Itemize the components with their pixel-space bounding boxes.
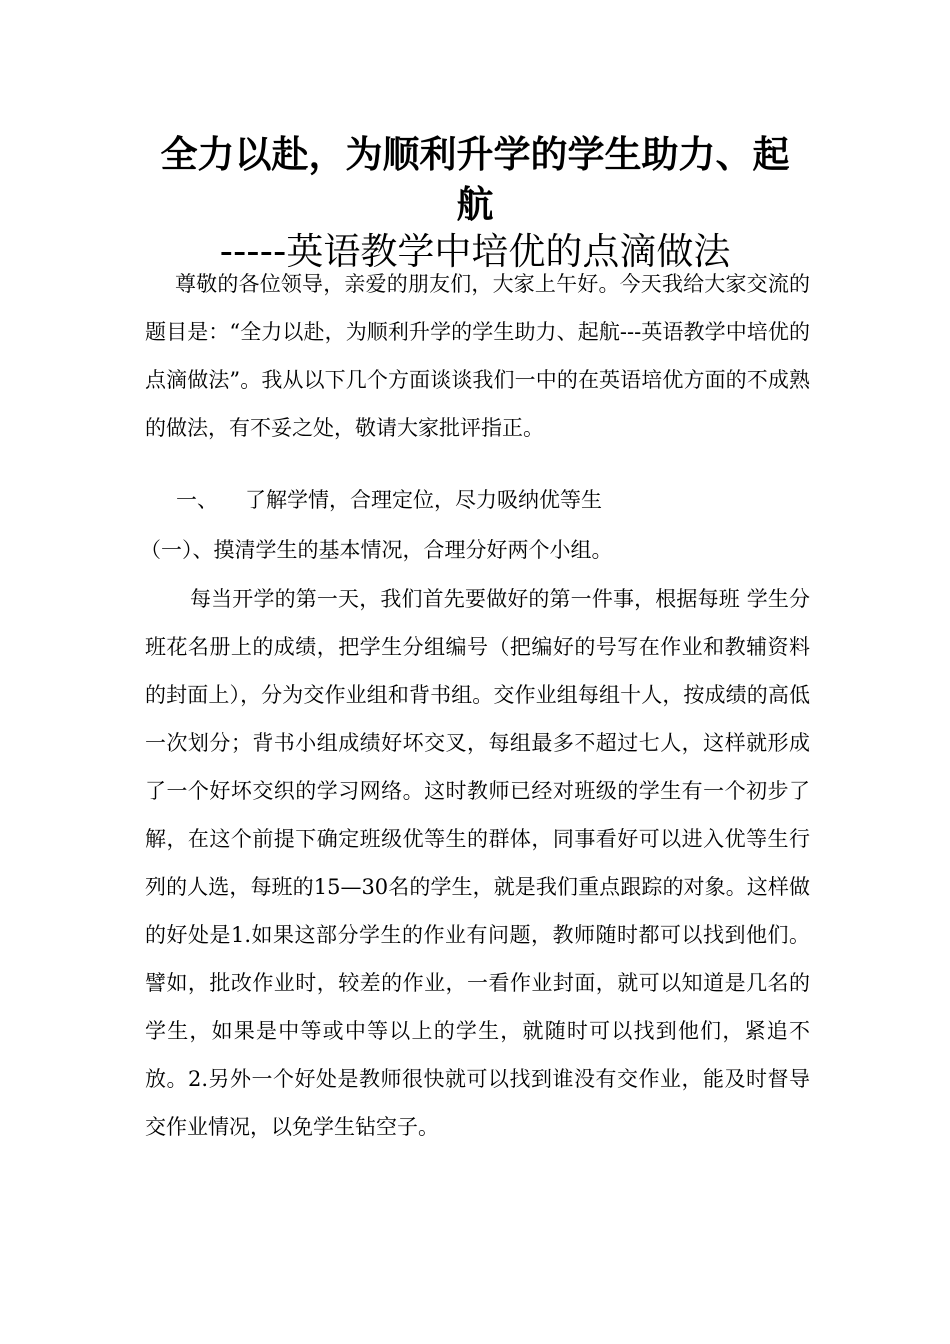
body-paragraph-1: 每当开学的第一天，我们首先要做好的第一件事，根据每班 学生分班花名册上的成绩，把学生分组编号（把编好的号写在作业和教辅资料的封面上），分为交作业组和背书组。交作业组每组十人，按成绩的高低一次划分；背书小组成绩好坏交叉，每组最多不超过七人，这样就形成了一个好坏交织的学习网络。这时教师已经对班级的学生有一个初步了解，在这个前提下确定班级优等生的群体，同事看好可以进入优等生行列的人选，每班的15—30名的学生，就是我们重点跟踪的对象。这样做的好处是1.如果这部分学生的作业有问题，教师随时都可以找到他们。譬如，批改作业时，较差的作业，一看作业封面，就可以知道是几名的学生，如果是中等或中等以上的学生，就随时可以找到他们，紧追不放。2.另外一个好处是教师很快就可以找到谁没有交作业，能及时督导交作业情况，以免学生钻空子。 bbox=[145, 587, 810, 1139]
document-title-line-2: 航 bbox=[456, 183, 494, 226]
document-title-line-1: 全力以赴，为顺利升学的学生助力、起 bbox=[160, 133, 790, 176]
intro-paragraph: 尊敬的各位领导，亲爱的朋友们，大家上午好。今天我给大家交流的题目是：“全力以赴，为顺利升学的学生助力、起航---英语教学中培优的点滴做法”。我从以下几个方面谈谈我们一中的在英语培优方面的不成熟的做法，有不妥之处，敬请大家批评指正。 bbox=[145, 272, 810, 440]
section-1-number: 一、 bbox=[176, 488, 218, 512]
subsection-1-heading: （一）、摸清学生的基本情况，合理分好两个小组。 bbox=[140, 538, 613, 562]
document-subtitle: -----英语教学中培优的点滴做法 bbox=[219, 230, 731, 273]
section-1-heading: 了解学情，合理定位，尽力吸纳优等生 bbox=[245, 488, 602, 512]
